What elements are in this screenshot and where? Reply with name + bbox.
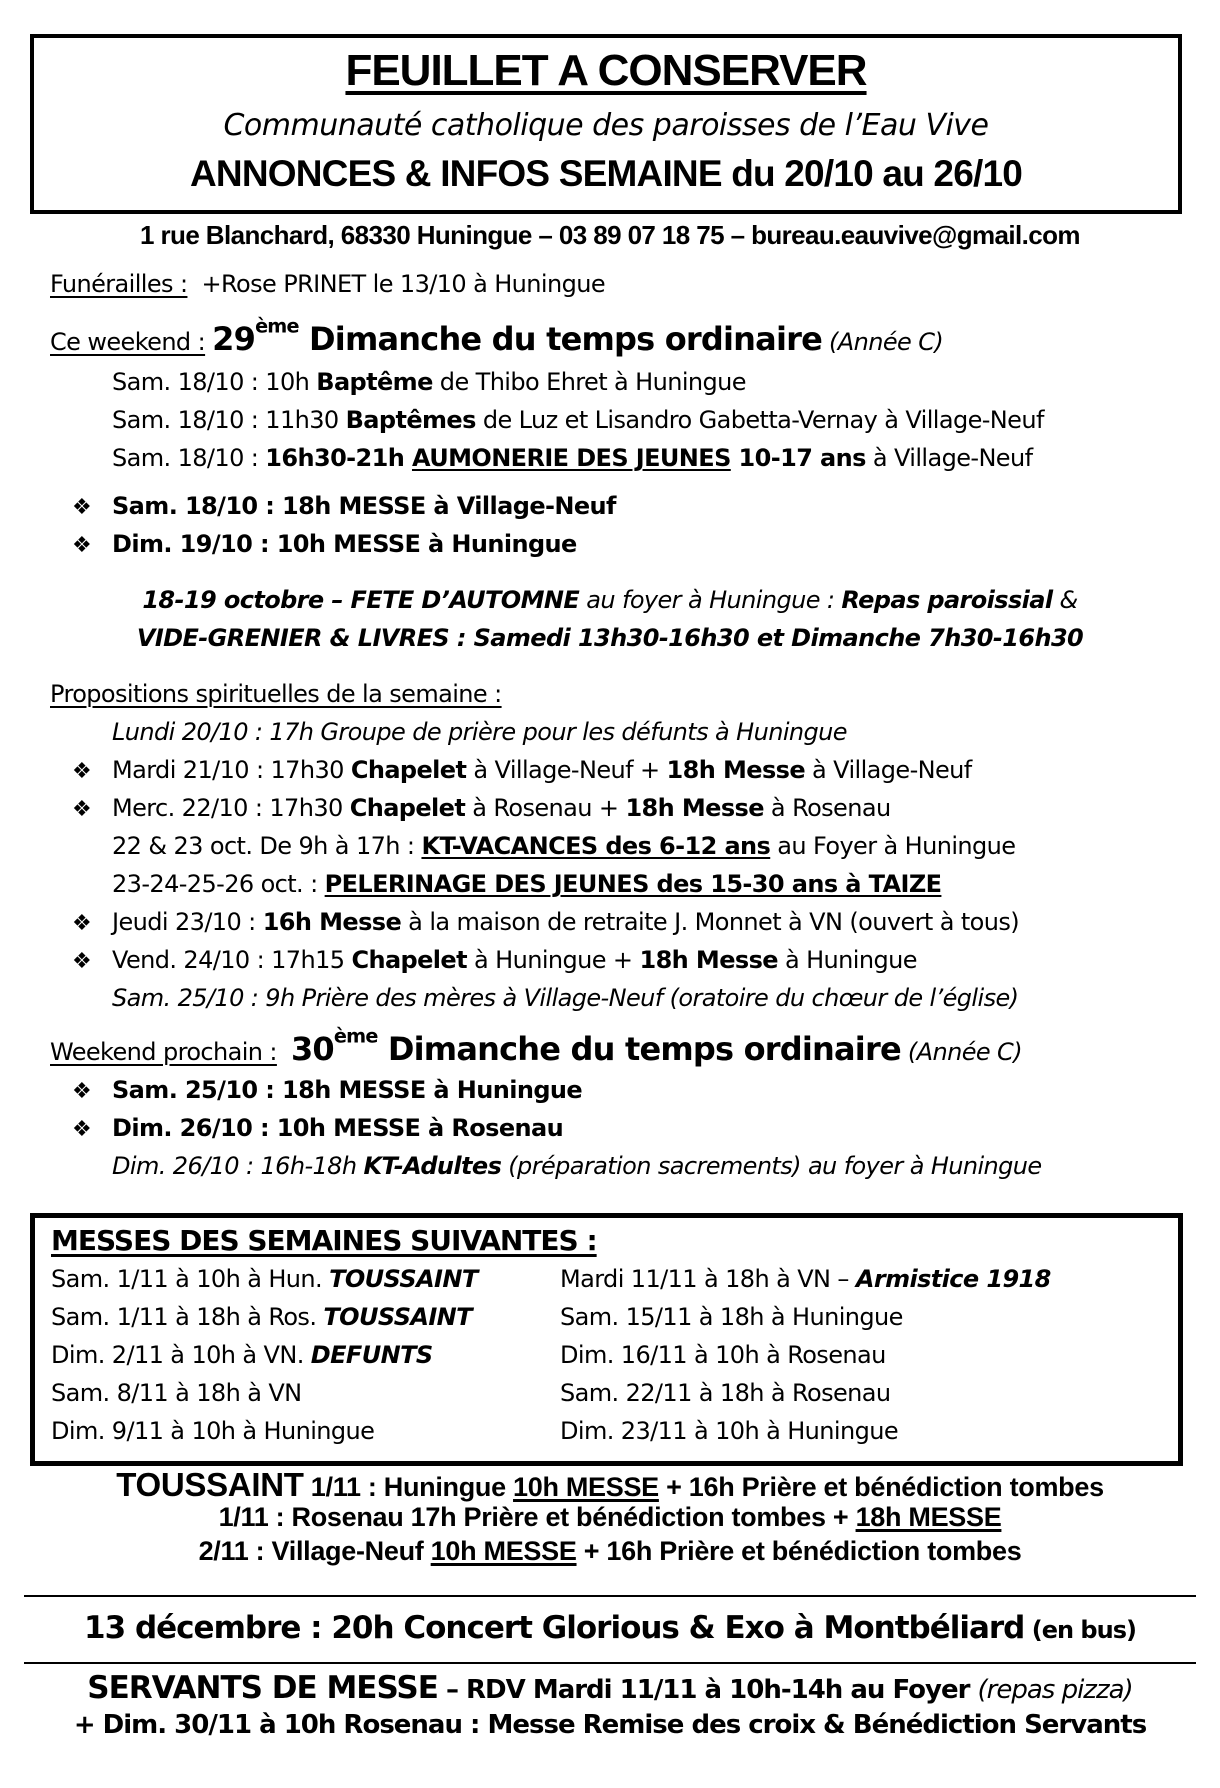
event-text: 23-24-25-26 oct. :: [112, 870, 325, 898]
mass-bullet-item: [72, 492, 616, 520]
mass-schedule-item: [560, 1417, 898, 1445]
event-text: à la maison de retraite J. Monnet à VN (ouvert à tous): [401, 908, 1020, 936]
event-text: Sam. 18/10 :: [112, 444, 266, 472]
bullet-diamond-icon: ❖: [72, 495, 92, 520]
mass-schedule-item: [51, 1303, 472, 1331]
ce-weekend-heading: [50, 314, 944, 358]
liturgical-year: (Année C): [907, 1038, 1022, 1066]
concert-text: 13 décembre : 20h Concert Glorious & Exo à Montbéliard: [84, 1610, 1025, 1646]
mass-schedule-feast: DEFUNTS: [310, 1341, 433, 1369]
sunday-number-sup: ème: [333, 1024, 378, 1048]
messes-suivantes-title-text: MESSES DES SEMAINES SUIVANTES :: [51, 1224, 597, 1257]
servants-line-1: [0, 1670, 1220, 1706]
event-text: de Thibo Ehret à Huningue: [432, 368, 746, 396]
event-text: Mardi 21/10 : 17h30: [112, 756, 351, 784]
event-text: Dim. 26/10 : 16h-18h: [112, 1152, 364, 1180]
funerailles-text: +Rose PRINET le 13/10 à Huningue: [201, 270, 605, 298]
ce-weekend-label: Ce weekend :: [50, 328, 206, 356]
community-subtitle: Communauté catholique des paroisses de l’Eau Vive: [223, 108, 989, 143]
weekend-event-line: [112, 368, 746, 396]
kt-vacances-label: KT-VACANCES des 6-12 ans: [421, 832, 771, 860]
toussaint-mass: 10h MESSE: [513, 1472, 659, 1502]
proposition-bullet-item: [72, 794, 891, 822]
event-text: à Huningue: [777, 946, 917, 974]
bullet-diamond-icon: ❖: [72, 1079, 92, 1104]
bullet-diamond-icon: ❖: [72, 797, 92, 822]
weekend-prochain-heading: [50, 1024, 1022, 1068]
mass-schedule-item: [51, 1417, 374, 1445]
event-text: de Luz et Lisandro Gabetta-Vernay à Village-Neuf: [475, 406, 1044, 434]
toussaint-text: + 16h Prière et bénédiction tombes: [576, 1536, 1022, 1566]
section-divider: [24, 1595, 1196, 1597]
event-bold: 18h Messe: [666, 756, 805, 784]
toussaint-line-2: [0, 1502, 1220, 1533]
sunday-number: [212, 314, 823, 358]
bullet-diamond-icon: ❖: [72, 1117, 92, 1142]
sunday-number-value: 29: [212, 320, 256, 358]
proposition-bullet-item: [72, 908, 1019, 936]
event-bold: Chapelet: [350, 756, 467, 784]
mass-text: Sam. 18/10 : 18h MESSE à Village-Neuf: [112, 492, 616, 520]
proposition-line: Sam. 25/10 : 9h Prière des mères à Village-Neuf (oratoire du chœur de l’église): [112, 984, 1019, 1012]
event-text: à Village-Neuf: [805, 756, 972, 784]
mass-text: Dim. 26/10 : 10h MESSE à Rosenau: [112, 1114, 564, 1142]
funerailles-label: Funérailles :: [50, 270, 188, 298]
event-text: à Rosenau +: [465, 794, 626, 822]
mass-schedule-item: [560, 1341, 886, 1369]
mass-bullet-item: [72, 1076, 582, 1104]
servants-text: – RDV Mardi 11/11 à 10h-14h au Foyer: [437, 1675, 978, 1705]
event-text: Merc. 22/10 : 17h30: [112, 794, 350, 822]
event-text: à Village-Neuf +: [466, 756, 667, 784]
concert-note: (en bus): [1024, 1616, 1136, 1644]
event-text: 22 & 23 oct. De 9h à 17h :: [112, 832, 422, 860]
event-bold: 16h30-21h: [265, 444, 412, 472]
servants-title: SERVANTS DE MESSE: [87, 1670, 438, 1706]
event-bold: Baptême: [316, 368, 433, 396]
event-text: au Foyer à Huningue: [770, 832, 1016, 860]
mass-schedule-item: [51, 1341, 433, 1369]
concert-announcement: [0, 1610, 1220, 1646]
mass-text: Sam. 25/10 : 18h MESSE à Huningue: [112, 1076, 583, 1104]
mass-schedule-text: Mardi 11/11 à 18h à VN –: [560, 1265, 856, 1293]
fete-line-2: VIDE-GRENIER & LIVRES : Samedi 13h30-16h30 et Dimanche 7h30-16h30: [136, 624, 1084, 652]
event-text: Sam. 18/10 : 10h: [112, 368, 317, 396]
mass-schedule-text: Sam. 15/11 à 18h à Huningue: [560, 1303, 903, 1331]
toussaint-line-1: [0, 1466, 1220, 1504]
event-bold: Chapelet: [349, 794, 466, 822]
proposition-line: [112, 870, 941, 898]
mass-schedule-text: Dim. 16/11 à 10h à Rosenau: [560, 1341, 886, 1369]
event-text: Sam. 18/10 : 11h30: [112, 406, 346, 434]
week-title: ANNONCES & INFOS SEMAINE du 20/10 au 26/10: [189, 153, 1023, 194]
event-bold: 18h Messe: [625, 794, 764, 822]
event-text: Jeudi 23/10 :: [112, 908, 263, 936]
toussaint-text: 1/11 : Huningue: [303, 1472, 514, 1502]
event-text: à Village-Neuf: [865, 444, 1033, 472]
fete-text: au foyer à Huningue :: [579, 586, 842, 614]
mass-schedule-text: Dim. 9/11 à 10h à Huningue: [51, 1417, 375, 1445]
bullet-diamond-icon: ❖: [72, 533, 92, 558]
toussaint-line-3: [0, 1536, 1220, 1567]
sunday-number: [290, 1024, 901, 1068]
propositions-label: Propositions spirituelles de la semaine :: [50, 680, 502, 708]
bullet-diamond-icon: ❖: [72, 949, 92, 974]
event-bold: 10-17 ans: [730, 444, 866, 472]
event-bold: Baptêmes: [345, 406, 476, 434]
sunday-number-sup: ème: [255, 314, 299, 338]
mass-bullet-item: [72, 530, 577, 558]
toussaint-text: + 16h Prière et bénédiction tombes: [658, 1472, 1104, 1502]
weekend-event-line: [112, 444, 1032, 472]
mass-schedule-text: Dim. 2/11 à 10h à VN.: [51, 1341, 311, 1369]
event-text: (préparation sacrements) au foyer à Huningue: [501, 1152, 1042, 1180]
document-title-text: FEUILLET A CONSERVER: [345, 46, 867, 95]
event-text: à Rosenau: [763, 794, 891, 822]
proposition-bullet-item: [72, 756, 972, 784]
event-bold: 18h Messe: [639, 946, 778, 974]
toussaint-text: 2/11 : Village-Neuf: [198, 1536, 431, 1566]
messes-suivantes-title: [51, 1224, 597, 1257]
fete-title: 18-19 octobre – FETE D’AUTOMNE: [142, 586, 580, 614]
bullet-diamond-icon: ❖: [72, 759, 92, 784]
toussaint-mass: 10h MESSE: [430, 1536, 577, 1566]
proposition-line: Lundi 20/10 : 17h Groupe de prière pour les défunts à Huningue: [112, 718, 847, 746]
fete-text: &: [1052, 586, 1078, 614]
propositions-heading: [50, 680, 502, 708]
servants-line-2: + Dim. 30/11 à 10h Rosenau : Messe Remise des croix & Bénédiction Servants: [73, 1710, 1147, 1740]
event-bold: Chapelet: [351, 946, 467, 974]
sunday-title: Dimanche du temps ordinaire: [387, 1030, 901, 1068]
event-text: à Huningue +: [466, 946, 640, 974]
mass-schedule-item: [560, 1265, 1051, 1293]
mass-text: Dim. 19/10 : 10h MESSE à Huningue: [112, 530, 577, 558]
sunday-number-value: 30: [290, 1030, 334, 1068]
bullet-diamond-icon: ❖: [72, 911, 92, 936]
sunday-title: Dimanche du temps ordinaire: [309, 320, 823, 358]
mass-schedule-text: Dim. 23/11 à 10h à Huningue: [560, 1417, 898, 1445]
kt-adultes-line: [112, 1152, 1042, 1180]
mass-schedule-item: [560, 1379, 891, 1407]
weekend-event-line: [112, 406, 1044, 434]
document-title: [34, 46, 1178, 96]
fete-line-1: [0, 586, 1220, 614]
mass-schedule-text: Sam. 1/11 à 10h à Hun.: [51, 1265, 330, 1293]
mass-schedule-feast: TOUSSAINT: [329, 1265, 478, 1293]
kt-adultes-label: KT-Adultes: [363, 1152, 502, 1180]
mass-schedule-feast: TOUSSAINT: [323, 1303, 472, 1331]
event-bold: 16h Messe: [262, 908, 402, 936]
mass-schedule-text: Sam. 1/11 à 18h à Ros.: [51, 1303, 324, 1331]
mass-schedule-text: Sam. 22/11 à 18h à Rosenau: [560, 1379, 891, 1407]
mass-schedule-feast: Armistice 1918: [855, 1265, 1051, 1293]
mass-bullet-item: [72, 1114, 563, 1142]
mass-schedule-item: [560, 1303, 903, 1331]
aumonerie-label: AUMONERIE DES JEUNES: [411, 444, 731, 472]
toussaint-title: TOUSSAINT: [116, 1466, 304, 1503]
section-divider: [24, 1662, 1196, 1664]
mass-schedule-text: Sam. 8/11 à 18h à VN: [51, 1379, 302, 1407]
event-text: Vend. 24/10 : 17h15: [112, 946, 352, 974]
proposition-line: [112, 832, 1015, 860]
toussaint-text: 1/11 : Rosenau 17h Prière et bénédiction tombes +: [218, 1502, 856, 1532]
fete-repas: Repas paroissial: [841, 586, 1053, 614]
pelerinage-label: PELERINAGE DES JEUNES des 15-30 ans à TAIZE: [324, 870, 942, 898]
servants-note: (repas pizza): [977, 1675, 1133, 1705]
messes-suivantes-box: [30, 1213, 1183, 1466]
mass-schedule-item: [51, 1265, 478, 1293]
proposition-bullet-item: [72, 946, 917, 974]
toussaint-mass: 18h MESSE: [855, 1502, 1002, 1532]
contact-address: 1 rue Blanchard, 68330 Huningue – 03 89 07 18 75 – bureau.eauvive@gmail.com: [140, 220, 1080, 250]
mass-schedule-item: [51, 1379, 302, 1407]
liturgical-year: (Année C): [829, 328, 944, 356]
funerailles-line: [50, 270, 605, 298]
header-box: [30, 34, 1182, 214]
weekend-prochain-label: Weekend prochain :: [50, 1038, 277, 1066]
